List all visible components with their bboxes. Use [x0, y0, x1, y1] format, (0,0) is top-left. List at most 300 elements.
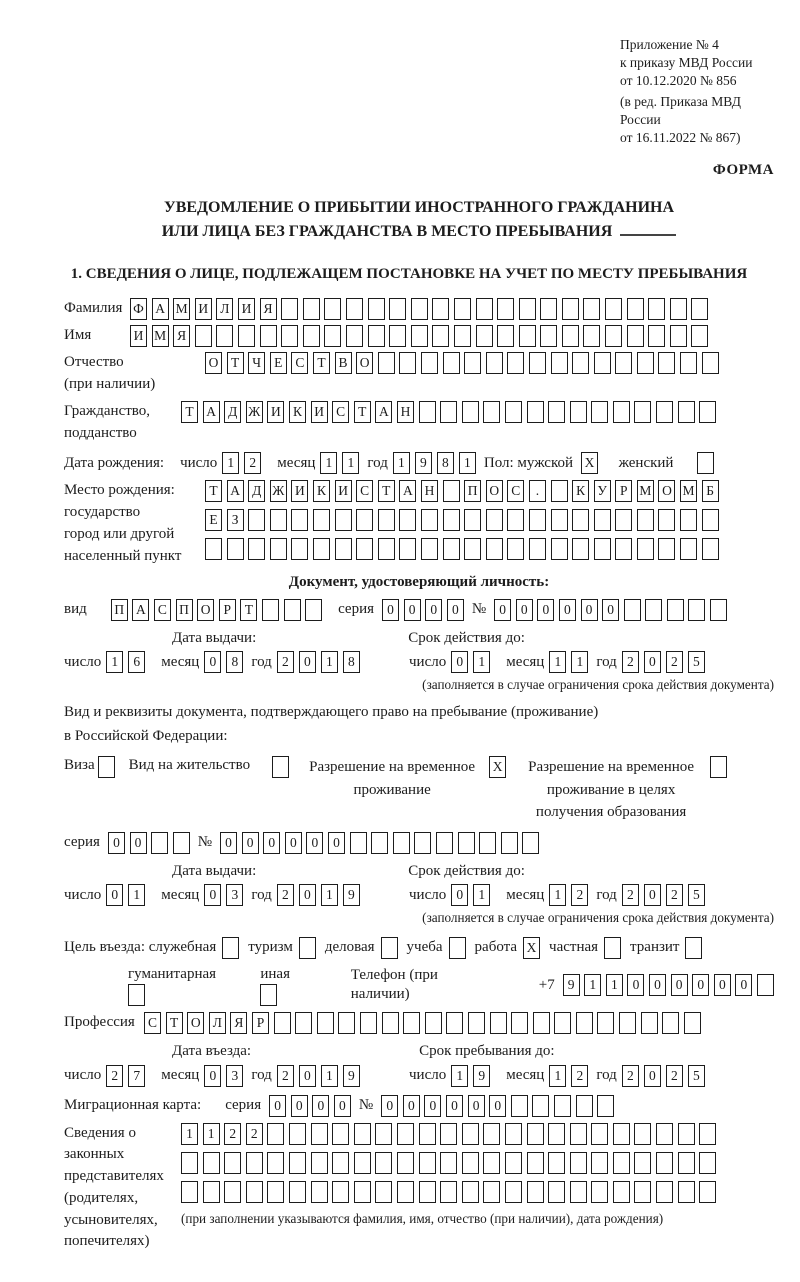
char-cell[interactable]	[324, 325, 341, 347]
char-cell[interactable]	[554, 1095, 571, 1117]
char-cell[interactable]: Т	[240, 599, 257, 621]
char-cell[interactable]	[540, 325, 557, 347]
char-cell[interactable]	[311, 1181, 328, 1203]
char-cell[interactable]	[637, 352, 654, 374]
char-cell[interactable]	[486, 509, 503, 531]
char-cell[interactable]: 0	[263, 832, 280, 854]
char-cell[interactable]: 9	[415, 452, 432, 474]
char-cell[interactable]	[699, 1181, 716, 1203]
purpose-tranzit-checkbox[interactable]	[685, 937, 702, 959]
char-cell[interactable]	[371, 832, 388, 854]
char-cell[interactable]: 2	[571, 1065, 588, 1087]
char-cell[interactable]	[260, 325, 277, 347]
purpose-chastnaya-checkbox[interactable]	[604, 937, 621, 959]
char-cell[interactable]	[414, 832, 431, 854]
char-cell[interactable]	[670, 325, 687, 347]
char-cell[interactable]	[303, 325, 320, 347]
char-cell[interactable]	[403, 1012, 420, 1034]
char-cell[interactable]: 0	[291, 1095, 308, 1117]
char-cell[interactable]: 0	[494, 599, 511, 621]
char-cell[interactable]: 1	[606, 974, 623, 996]
char-cell[interactable]: О	[187, 1012, 204, 1034]
char-cell[interactable]: 2	[244, 452, 261, 474]
char-cell[interactable]	[511, 1095, 528, 1117]
char-cell[interactable]: М	[637, 480, 654, 502]
char-cell[interactable]: 0	[447, 599, 464, 621]
char-cell[interactable]: О	[658, 480, 675, 502]
char-cell[interactable]: В	[335, 352, 352, 374]
char-cell[interactable]: 2	[277, 1065, 294, 1087]
char-cell[interactable]	[311, 1123, 328, 1145]
char-cell[interactable]	[436, 832, 453, 854]
char-cell[interactable]: 8	[437, 452, 454, 474]
char-cell[interactable]: Н	[397, 401, 414, 423]
char-cell[interactable]: .	[529, 480, 546, 502]
char-cell[interactable]: 1	[342, 452, 359, 474]
char-cell[interactable]	[551, 509, 568, 531]
char-cell[interactable]: С	[291, 352, 308, 374]
char-cell[interactable]	[527, 1181, 544, 1203]
char-cell[interactable]: 1	[181, 1123, 198, 1145]
char-cell[interactable]: 2	[666, 884, 683, 906]
char-cell[interactable]	[562, 325, 579, 347]
char-cell[interactable]: А	[227, 480, 244, 502]
char-cell[interactable]: 2	[246, 1123, 263, 1145]
purpose-gumanitarnaya-checkbox[interactable]	[128, 984, 145, 1006]
char-cell[interactable]	[699, 1123, 716, 1145]
char-cell[interactable]	[680, 538, 697, 560]
char-cell[interactable]: 1	[128, 884, 145, 906]
char-cell[interactable]	[570, 401, 587, 423]
char-cell[interactable]	[267, 1181, 284, 1203]
char-cell[interactable]: Т	[378, 480, 395, 502]
char-cell[interactable]	[710, 599, 727, 621]
char-cell[interactable]	[462, 1181, 479, 1203]
char-cell[interactable]	[360, 1012, 377, 1034]
char-cell[interactable]	[332, 1181, 349, 1203]
char-cell[interactable]	[303, 298, 320, 320]
char-cell[interactable]	[399, 352, 416, 374]
char-cell[interactable]	[497, 325, 514, 347]
char-cell[interactable]	[313, 509, 330, 531]
char-cell[interactable]	[658, 352, 675, 374]
char-cell[interactable]	[274, 1012, 291, 1034]
char-cell[interactable]	[238, 325, 255, 347]
char-cell[interactable]: 1	[571, 651, 588, 673]
char-cell[interactable]: Ж	[270, 480, 287, 502]
char-cell[interactable]	[597, 1012, 614, 1034]
char-cell[interactable]: 2	[224, 1123, 241, 1145]
char-cell[interactable]: 0	[242, 832, 259, 854]
char-cell[interactable]	[443, 538, 460, 560]
purpose-turizm-checkbox[interactable]	[299, 937, 316, 959]
char-cell[interactable]	[605, 325, 622, 347]
char-cell[interactable]: 0	[735, 974, 752, 996]
char-cell[interactable]	[591, 1181, 608, 1203]
char-cell[interactable]	[354, 1181, 371, 1203]
char-cell[interactable]: Ж	[246, 401, 263, 423]
char-cell[interactable]: 0	[451, 651, 468, 673]
char-cell[interactable]	[551, 538, 568, 560]
char-cell[interactable]	[399, 509, 416, 531]
char-cell[interactable]: Т	[354, 401, 371, 423]
char-cell[interactable]	[346, 298, 363, 320]
char-cell[interactable]: И	[267, 401, 284, 423]
char-cell[interactable]: 0	[381, 1095, 398, 1117]
char-cell[interactable]: С	[154, 599, 171, 621]
temp-residence-education-checkbox[interactable]	[710, 756, 727, 778]
char-cell[interactable]: 0	[106, 884, 123, 906]
char-cell[interactable]: 1	[320, 452, 337, 474]
char-cell[interactable]	[527, 1123, 544, 1145]
char-cell[interactable]	[295, 1012, 312, 1034]
char-cell[interactable]: Л	[209, 1012, 226, 1034]
char-cell[interactable]: 8	[343, 651, 360, 673]
char-cell[interactable]	[350, 832, 367, 854]
char-cell[interactable]	[356, 538, 373, 560]
char-cell[interactable]: 0	[299, 1065, 316, 1087]
char-cell[interactable]: Я	[260, 298, 277, 320]
char-cell[interactable]	[656, 1181, 673, 1203]
char-cell[interactable]	[432, 325, 449, 347]
char-cell[interactable]	[680, 352, 697, 374]
char-cell[interactable]: Д	[224, 401, 241, 423]
char-cell[interactable]	[548, 1123, 565, 1145]
char-cell[interactable]: К	[289, 401, 306, 423]
char-cell[interactable]	[440, 1181, 457, 1203]
char-cell[interactable]: 1	[393, 452, 410, 474]
char-cell[interactable]	[572, 352, 589, 374]
char-cell[interactable]	[289, 1181, 306, 1203]
char-cell[interactable]: 0	[644, 651, 661, 673]
char-cell[interactable]: И	[195, 298, 212, 320]
char-cell[interactable]: Я	[230, 1012, 247, 1034]
char-cell[interactable]: 1	[321, 1065, 338, 1087]
char-cell[interactable]	[699, 401, 716, 423]
char-cell[interactable]: М	[152, 325, 169, 347]
char-cell[interactable]	[291, 509, 308, 531]
char-cell[interactable]: А	[203, 401, 220, 423]
char-cell[interactable]: К	[572, 480, 589, 502]
char-cell[interactable]	[634, 401, 651, 423]
char-cell[interactable]	[532, 1095, 549, 1117]
char-cell[interactable]	[443, 509, 460, 531]
char-cell[interactable]	[702, 509, 719, 531]
char-cell[interactable]	[570, 1181, 587, 1203]
char-cell[interactable]: 1	[203, 1123, 220, 1145]
char-cell[interactable]: 2	[666, 651, 683, 673]
char-cell[interactable]	[389, 298, 406, 320]
char-cell[interactable]	[529, 538, 546, 560]
char-cell[interactable]	[454, 298, 471, 320]
char-cell[interactable]: А	[399, 480, 416, 502]
char-cell[interactable]: 6	[128, 651, 145, 673]
char-cell[interactable]	[205, 538, 222, 560]
char-cell[interactable]: 0	[130, 832, 147, 854]
char-cell[interactable]	[483, 401, 500, 423]
char-cell[interactable]	[505, 1123, 522, 1145]
char-cell[interactable]	[421, 352, 438, 374]
char-cell[interactable]	[627, 325, 644, 347]
char-cell[interactable]	[354, 1123, 371, 1145]
char-cell[interactable]	[656, 401, 673, 423]
char-cell[interactable]: И	[311, 401, 328, 423]
purpose-ucheba-checkbox[interactable]	[449, 937, 466, 959]
char-cell[interactable]: 0	[299, 884, 316, 906]
char-cell[interactable]	[411, 298, 428, 320]
char-cell[interactable]: 0	[204, 651, 221, 673]
char-cell[interactable]	[658, 509, 675, 531]
char-cell[interactable]	[678, 1181, 695, 1203]
char-cell[interactable]: М	[173, 298, 190, 320]
char-cell[interactable]	[594, 538, 611, 560]
char-cell[interactable]	[181, 1181, 198, 1203]
char-cell[interactable]	[462, 401, 479, 423]
char-cell[interactable]	[505, 401, 522, 423]
char-cell[interactable]	[757, 974, 774, 996]
char-cell[interactable]: Л	[216, 298, 233, 320]
char-cell[interactable]: 0	[312, 1095, 329, 1117]
char-cell[interactable]	[291, 538, 308, 560]
char-cell[interactable]	[440, 1123, 457, 1145]
char-cell[interactable]: 1	[321, 884, 338, 906]
char-cell[interactable]	[533, 1012, 550, 1034]
char-cell[interactable]: 5	[688, 884, 705, 906]
temp-residence-checkbox[interactable]: X	[489, 756, 506, 778]
char-cell[interactable]: 0	[692, 974, 709, 996]
char-cell[interactable]	[527, 401, 544, 423]
char-cell[interactable]: 0	[204, 1065, 221, 1087]
char-cell[interactable]: 3	[226, 884, 243, 906]
char-cell[interactable]	[522, 832, 539, 854]
char-cell[interactable]: 0	[451, 884, 468, 906]
char-cell[interactable]: 9	[343, 1065, 360, 1087]
purpose-inaya-checkbox[interactable]	[260, 984, 277, 1006]
char-cell[interactable]: О	[205, 352, 222, 374]
char-cell[interactable]	[425, 1012, 442, 1034]
char-cell[interactable]: О	[356, 352, 373, 374]
char-cell[interactable]	[678, 1123, 695, 1145]
char-cell[interactable]: 2	[277, 651, 294, 673]
char-cell[interactable]: П	[111, 599, 128, 621]
char-cell[interactable]	[605, 298, 622, 320]
char-cell[interactable]	[591, 401, 608, 423]
char-cell[interactable]	[634, 1181, 651, 1203]
char-cell[interactable]: 5	[688, 1065, 705, 1087]
char-cell[interactable]	[375, 1181, 392, 1203]
char-cell[interactable]: 0	[581, 599, 598, 621]
char-cell[interactable]	[476, 325, 493, 347]
char-cell[interactable]: 1	[473, 651, 490, 673]
char-cell[interactable]: 0	[108, 832, 125, 854]
char-cell[interactable]: 0	[446, 1095, 463, 1117]
char-cell[interactable]: 0	[649, 974, 666, 996]
char-cell[interactable]	[634, 1123, 651, 1145]
char-cell[interactable]	[267, 1123, 284, 1145]
char-cell[interactable]: О	[197, 599, 214, 621]
char-cell[interactable]	[702, 538, 719, 560]
char-cell[interactable]: 0	[404, 599, 421, 621]
char-cell[interactable]: 0	[602, 599, 619, 621]
char-cell[interactable]	[583, 325, 600, 347]
char-cell[interactable]	[284, 599, 301, 621]
char-cell[interactable]	[684, 1012, 701, 1034]
char-cell[interactable]: 1	[549, 1065, 566, 1087]
char-cell[interactable]: 5	[688, 651, 705, 673]
purpose-rabota-checkbox[interactable]: X	[523, 937, 540, 959]
char-cell[interactable]	[570, 1123, 587, 1145]
char-cell[interactable]	[464, 538, 481, 560]
char-cell[interactable]	[641, 1012, 658, 1034]
char-cell[interactable]: К	[313, 480, 330, 502]
char-cell[interactable]	[382, 1012, 399, 1034]
char-cell[interactable]	[594, 509, 611, 531]
char-cell[interactable]	[490, 1012, 507, 1034]
char-cell[interactable]	[691, 298, 708, 320]
char-cell[interactable]	[338, 1012, 355, 1034]
char-cell[interactable]	[378, 352, 395, 374]
char-cell[interactable]: 0	[204, 884, 221, 906]
char-cell[interactable]	[454, 325, 471, 347]
char-cell[interactable]: 9	[473, 1065, 490, 1087]
char-cell[interactable]	[378, 538, 395, 560]
char-cell[interactable]	[648, 325, 665, 347]
char-cell[interactable]: 0	[382, 599, 399, 621]
char-cell[interactable]	[464, 509, 481, 531]
char-cell[interactable]	[519, 325, 536, 347]
char-cell[interactable]: Е	[205, 509, 222, 531]
char-cell[interactable]	[270, 538, 287, 560]
char-cell[interactable]	[393, 832, 410, 854]
char-cell[interactable]	[443, 480, 460, 502]
char-cell[interactable]	[305, 599, 322, 621]
char-cell[interactable]: И	[335, 480, 352, 502]
char-cell[interactable]	[399, 538, 416, 560]
char-cell[interactable]: 1	[106, 651, 123, 673]
char-cell[interactable]	[411, 325, 428, 347]
char-cell[interactable]	[486, 538, 503, 560]
char-cell[interactable]	[648, 298, 665, 320]
char-cell[interactable]: 3	[226, 1065, 243, 1087]
char-cell[interactable]: А	[375, 401, 392, 423]
char-cell[interactable]	[507, 352, 524, 374]
char-cell[interactable]: У	[594, 480, 611, 502]
char-cell[interactable]	[216, 325, 233, 347]
char-cell[interactable]	[335, 509, 352, 531]
char-cell[interactable]	[476, 298, 493, 320]
char-cell[interactable]	[637, 538, 654, 560]
char-cell[interactable]	[389, 325, 406, 347]
char-cell[interactable]	[637, 509, 654, 531]
char-cell[interactable]	[594, 352, 611, 374]
char-cell[interactable]: 9	[343, 884, 360, 906]
char-cell[interactable]	[680, 509, 697, 531]
char-cell[interactable]	[397, 1181, 414, 1203]
char-cell[interactable]	[421, 509, 438, 531]
char-cell[interactable]: С	[332, 401, 349, 423]
char-cell[interactable]	[613, 401, 630, 423]
char-cell[interactable]: И	[130, 325, 147, 347]
char-cell[interactable]	[619, 1012, 636, 1034]
char-cell[interactable]: Ч	[248, 352, 265, 374]
char-cell[interactable]	[462, 1123, 479, 1145]
char-cell[interactable]	[195, 325, 212, 347]
char-cell[interactable]	[662, 1012, 679, 1034]
char-cell[interactable]	[548, 1181, 565, 1203]
char-cell[interactable]	[572, 509, 589, 531]
char-cell[interactable]: 1	[451, 1065, 468, 1087]
char-cell[interactable]: Т	[227, 352, 244, 374]
char-cell[interactable]	[421, 538, 438, 560]
char-cell[interactable]: 0	[328, 832, 345, 854]
visa-checkbox[interactable]	[98, 756, 115, 778]
char-cell[interactable]	[446, 1012, 463, 1034]
char-cell[interactable]	[248, 538, 265, 560]
purpose-sluzhebnaya-checkbox[interactable]	[222, 937, 239, 959]
char-cell[interactable]: 0	[644, 1065, 661, 1087]
char-cell[interactable]	[324, 298, 341, 320]
char-cell[interactable]	[627, 298, 644, 320]
char-cell[interactable]	[529, 352, 546, 374]
char-cell[interactable]: 0	[334, 1095, 351, 1117]
char-cell[interactable]: 0	[220, 832, 237, 854]
char-cell[interactable]	[335, 538, 352, 560]
char-cell[interactable]: 0	[714, 974, 731, 996]
char-cell[interactable]	[432, 298, 449, 320]
char-cell[interactable]: 0	[299, 651, 316, 673]
char-cell[interactable]: 2	[571, 884, 588, 906]
char-cell[interactable]: 0	[403, 1095, 420, 1117]
char-cell[interactable]: 0	[537, 599, 554, 621]
char-cell[interactable]	[670, 298, 687, 320]
char-cell[interactable]	[317, 1012, 334, 1034]
char-cell[interactable]: Р	[219, 599, 236, 621]
char-cell[interactable]: 9	[563, 974, 580, 996]
char-cell[interactable]	[624, 599, 641, 621]
char-cell[interactable]: О	[486, 480, 503, 502]
char-cell[interactable]: 2	[622, 1065, 639, 1087]
char-cell[interactable]	[483, 1123, 500, 1145]
char-cell[interactable]	[464, 352, 481, 374]
char-cell[interactable]	[281, 325, 298, 347]
char-cell[interactable]: 2	[106, 1065, 123, 1087]
char-cell[interactable]	[507, 538, 524, 560]
char-cell[interactable]: 7	[128, 1065, 145, 1087]
char-cell[interactable]: 8	[226, 651, 243, 673]
char-cell[interactable]: Ф	[130, 298, 147, 320]
char-cell[interactable]: С	[507, 480, 524, 502]
char-cell[interactable]	[591, 1123, 608, 1145]
char-cell[interactable]	[540, 298, 557, 320]
char-cell[interactable]: 0	[285, 832, 302, 854]
char-cell[interactable]	[203, 1181, 220, 1203]
char-cell[interactable]	[151, 832, 168, 854]
sex-female-checkbox[interactable]	[697, 452, 714, 474]
char-cell[interactable]: П	[464, 480, 481, 502]
char-cell[interactable]	[375, 1123, 392, 1145]
char-cell[interactable]	[419, 1123, 436, 1145]
char-cell[interactable]	[458, 832, 475, 854]
char-cell[interactable]	[440, 401, 457, 423]
char-cell[interactable]: Т	[166, 1012, 183, 1034]
char-cell[interactable]	[501, 832, 518, 854]
char-cell[interactable]: Д	[248, 480, 265, 502]
char-cell[interactable]	[576, 1095, 593, 1117]
char-cell[interactable]	[483, 1181, 500, 1203]
char-cell[interactable]	[615, 509, 632, 531]
char-cell[interactable]	[597, 1095, 614, 1117]
char-cell[interactable]: 0	[627, 974, 644, 996]
